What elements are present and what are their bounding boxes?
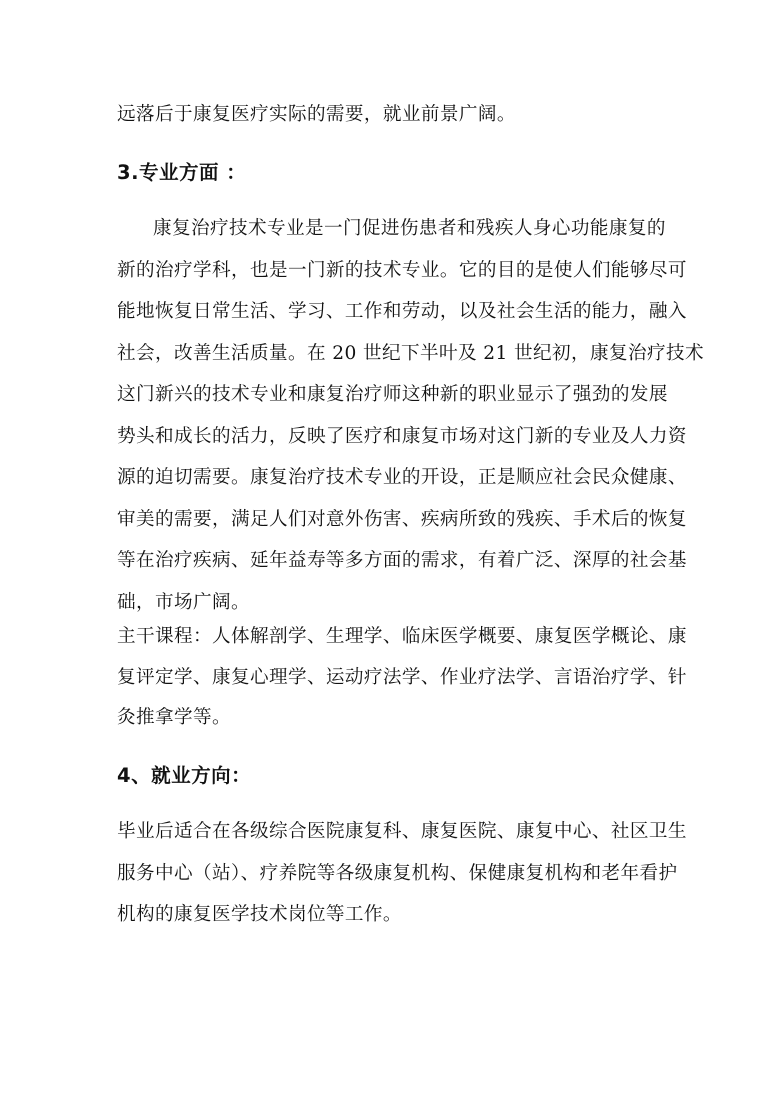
paragraph-line: 机构的康复医学技术岗位等工作。 bbox=[117, 904, 402, 925]
paragraph-line: 等在治疗疾病、延年益寿等多方面的需求，有着广泛、深厚的社会基 bbox=[117, 550, 687, 571]
paragraph-line: 服务中心（站）、疗养院等各级康复机构、保健康复机构和老年看护 bbox=[117, 863, 678, 884]
paragraph-line: 势头和成长的活力，反映了医疗和康复市场对这门新的专业及人力资 bbox=[117, 426, 687, 447]
paragraph-line: 新的治疗学科，也是一门新的技术专业。它的目的是使人们能够尽可 bbox=[117, 260, 687, 281]
section-4-heading: 4、就业方向： bbox=[117, 764, 252, 787]
paragraph-line: 这门新兴的技术专业和康复治疗师这种新的职业显示了强劲的发展 bbox=[117, 384, 668, 405]
courses-line: 主干课程：人体解剖学、生理学、临床医学概要、康复医学概论、康 bbox=[117, 626, 687, 647]
section-3-heading: 3.专业方面 ： bbox=[117, 161, 247, 184]
paragraph-line: 康复治疗技术专业是一门促进伤患者和残疾人身心功能康复的 bbox=[153, 218, 666, 239]
paragraph-line: 审美的需要，满足人们对意外伤害、疾病所致的残疾、手术后的恢复 bbox=[117, 509, 687, 530]
paragraph-line: 能地恢复日常生活、学习、工作和劳动，以及社会生活的能力，融入 bbox=[117, 301, 687, 322]
intro-text-line: 远落后于康复医疗实际的需要，就业前景广阔。 bbox=[117, 104, 516, 125]
paragraph-line: 社会，改善生活质量。在 20 世纪下半叶及 21 世纪初，康复治疗技术 bbox=[117, 343, 704, 364]
paragraph-line: 毕业后适合在各级综合医院康复科、康复医院、康复中心、社区卫生 bbox=[117, 821, 687, 842]
courses-line: 复评定学、康复心理学、运动疗法学、作业疗法学、言语治疗学、针 bbox=[117, 667, 687, 688]
courses-line: 灸推拿学等。 bbox=[117, 707, 231, 728]
paragraph-line: 源的迫切需要。康复治疗技术专业的开设，正是顺应社会民众健康、 bbox=[117, 467, 687, 488]
paragraph-line: 础，市场广阔。 bbox=[117, 592, 250, 613]
